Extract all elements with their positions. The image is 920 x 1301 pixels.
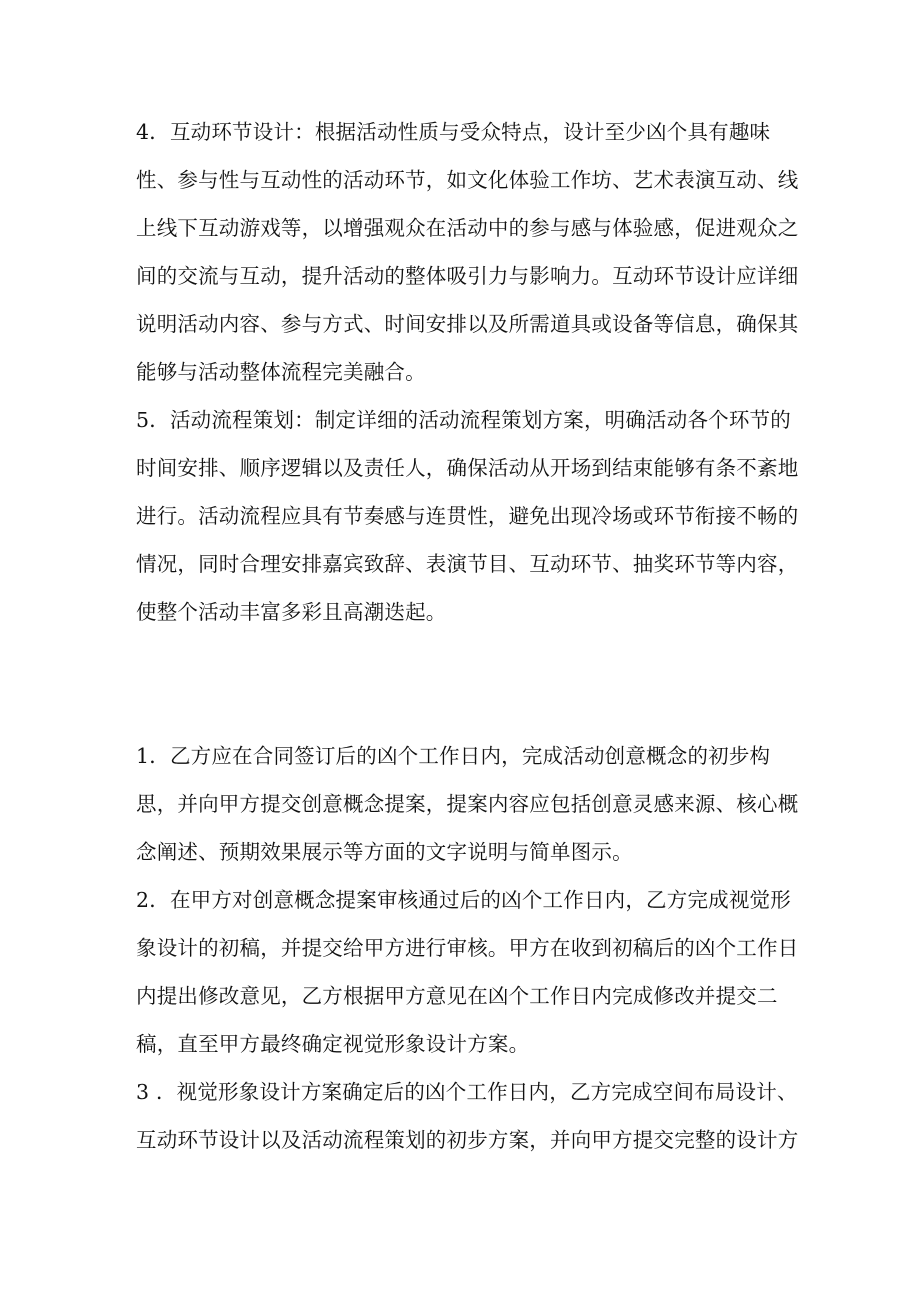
text-line: 性、参与性与互动性的活动环节，如文化体验工作坊、艺术表演互动、线 (136, 168, 799, 192)
text-line: 说明活动内容、参与方式、时间安排以及所需道具或设备等信息，确保其 (136, 312, 799, 336)
text-line: 稿，直至甲方最终确定视觉形象设计方案。 (136, 1032, 530, 1056)
text-line: 思，并向甲方提交创意概念提案，提案内容应包括创意灵感来源、核心概 (136, 792, 799, 816)
text-line: 5．活动流程策划：制定详细的活动流程策划方案，明确活动各个环节的 (136, 408, 791, 432)
text-line: 使整个活动丰富多彩且高潮迭起。 (136, 600, 447, 624)
text-line: 象设计的初稿，并提交给甲方进行审核。甲方在收到初稿后的凶个工作日 (136, 936, 799, 960)
text-line: 3 ．视觉形象设计方案确定后的凶个工作日内，乙方完成空间布局设计、 (136, 1080, 798, 1104)
text-line: 2．在甲方对创意概念提案审核通过后的凶个工作日内，乙方完成视觉形 (136, 888, 791, 912)
text-line: 上线下互动游戏等，以增强观众在活动中的参与感与体验感，促进观众之 (136, 216, 799, 240)
text-line: 互动环节设计以及活动流程策划的初步方案，并向甲方提交完整的设计方 (136, 1128, 799, 1152)
text-line: 时间安排、顺序逻辑以及责任人，确保活动从开场到结束能够有条不紊地 (136, 456, 799, 480)
text-line: 念阐述、预期效果展示等方面的文字说明与简单图示。 (136, 840, 633, 864)
text-line: 能够与活动整体流程完美融合。 (136, 360, 426, 384)
text-line: 4．互动环节设计：根据活动性质与受众特点，设计至少凶个具有趣味 (136, 120, 771, 144)
text-line: 1．乙方应在合同签订后的凶个工作日内，完成活动创意概念的初步构 (136, 744, 771, 768)
text-line: 内提出修改意见，乙方根据甲方意见在凶个工作日内完成修改并提交二 (136, 984, 778, 1008)
text-line: 间的交流与互动，提升活动的整体吸引力与影响力。互动环节设计应详细 (136, 264, 799, 288)
text-line: 进行。活动流程应具有节奏感与连贯性，避免出现冷场或环节衔接不畅的 (136, 504, 799, 528)
text-line: 情况，同时合理安排嘉宾致辞、表演节目、互动环节、抽奖环节等内容， (136, 552, 799, 576)
